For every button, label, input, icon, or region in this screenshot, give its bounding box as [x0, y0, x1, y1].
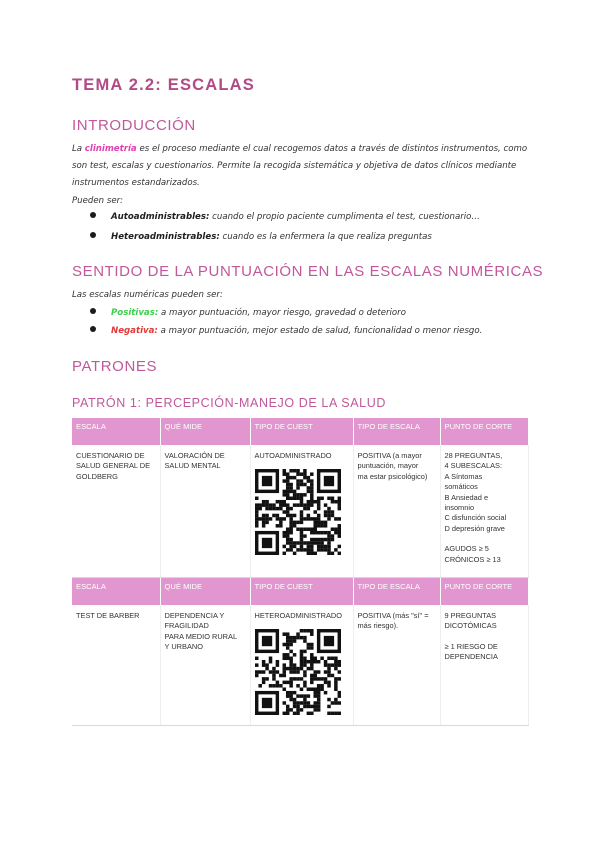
bullet-positivas — [90, 306, 406, 320]
bullet-dot-icon — [90, 326, 96, 332]
cell-line: DICOTÓMICAS — [444, 621, 497, 631]
cell-line: más riesgo). — [357, 621, 399, 631]
bullet-term: Heteroadministrables: — [111, 232, 220, 242]
cell-line: A Síntomas — [444, 471, 483, 481]
qr-code-icon — [255, 469, 341, 555]
cell-line: insomnio — [444, 503, 475, 513]
bullet-autoadministrables — [90, 210, 480, 224]
table-header-row — [72, 418, 528, 445]
page-title: TEMA 2.2: ESCALAS — [72, 76, 255, 94]
tipo-cuest-value: HETEROADMINISTRADO — [254, 611, 342, 620]
table-row — [72, 605, 528, 725]
highlight-clinimetria: clinimetría — [84, 144, 137, 154]
header-punto-corte: PUNTO DE CORTE — [440, 418, 528, 445]
cell-line: Y URBANO — [164, 642, 203, 652]
header-tipo-cuest: TIPO DE CUEST — [250, 578, 353, 605]
cell-line: C disfunción social — [444, 513, 507, 523]
cell-line: B Ansiedad e — [444, 492, 489, 502]
header-tipo-escala: TIPO DE ESCALA — [353, 578, 440, 605]
cell-punto-corte — [440, 605, 528, 725]
cell-line: DEPENDENCIA Y — [164, 611, 225, 620]
cell-line: CRÓNICOS ≥ 13 — [444, 554, 501, 564]
cell-line: puntuación, mayor — [357, 461, 419, 471]
cell-line: GOLDBERG — [76, 471, 118, 481]
bullet-term: Autoadministrables: — [111, 212, 210, 222]
header-que-mide: QUÉ MIDE — [160, 578, 250, 605]
cell-line: 4 SUBESCALAS: — [444, 461, 503, 471]
bullet-dot-icon — [90, 212, 96, 218]
cell-line: D depresión grave — [444, 523, 505, 533]
header-tipo-escala: TIPO DE ESCALA — [353, 418, 440, 445]
header-punto-corte: PUNTO DE CORTE — [440, 578, 528, 605]
table-header-row — [72, 578, 528, 605]
section-heading-sentido: SENTIDO DE LA PUNTUACIÓN EN LAS ESCALAS NUMÉRICAS — [72, 263, 544, 280]
table-barber — [72, 578, 529, 726]
highlight-negativa: Negativa: — [111, 326, 158, 336]
bullet-negativa — [90, 324, 482, 338]
bullet-dot-icon — [90, 308, 96, 314]
cell-escala — [72, 445, 160, 577]
bullet-text: cuando el propio paciente cumplimenta el test, cuestionario… — [209, 212, 480, 222]
cell-line: POSITIVA (a mayor — [357, 451, 422, 460]
cell-line: AGUDOS ≥ 5 — [444, 544, 489, 554]
cell-line: VALORACIÓN DE — [164, 451, 225, 460]
section-heading-patrones: PATRONES — [72, 358, 158, 375]
cell-line: POSITIVA (más "sí" = — [357, 611, 429, 620]
cell-tipo-escala — [353, 605, 440, 725]
sentido-paragraph: Las escalas numéricas pueden ser: — [72, 290, 223, 300]
cell-line: CUESTIONARIO DE — [76, 451, 145, 460]
cell-line: 28 PREGUNTAS, — [444, 451, 503, 460]
section-heading-introduccion: INTRODUCCIÓN — [72, 117, 196, 134]
cell-line: somáticos — [444, 482, 478, 492]
tipo-cuest-value: AUTOADMINISTRADO — [254, 451, 332, 460]
intro-text-start: La — [72, 144, 85, 154]
cell-tipo-cuest — [250, 605, 353, 725]
bullet-text: a mayor puntuación, mayor riesgo, gravedad o deterioro — [158, 308, 406, 318]
header-tipo-cuest: TIPO DE CUEST — [250, 418, 353, 445]
cell-line: ma estar psicológico) — [357, 471, 428, 481]
intro-pueden-ser: Pueden ser: — [72, 196, 124, 206]
subheading-patron-1: PATRÓN 1: PERCEPCIÓN-MANEJO DE LA SALUD — [72, 396, 386, 410]
bullet-dot-icon — [90, 232, 96, 238]
bullet-text: cuando es la enfermera la que realiza preguntas — [219, 232, 432, 242]
cell-tipo-escala — [353, 445, 440, 577]
cell-tipo-cuest — [250, 445, 353, 577]
cell-line: PARA MEDIO RURAL — [164, 631, 238, 641]
cell-escala — [72, 605, 160, 725]
cell-line: ≥ 1 RIESGO DE — [444, 641, 498, 651]
cell-line: FRAGILIDAD — [164, 621, 209, 631]
cell-que-mide — [160, 605, 250, 725]
bullet-text: a mayor puntuación, mejor estado de salud, funcionalidad o menor riesgo. — [157, 326, 483, 336]
cell-line: DEPENDENCIA — [444, 652, 498, 662]
intro-paragraph — [72, 141, 534, 192]
cell-line: TEST DE BARBER — [76, 611, 140, 620]
cell-punto-corte — [440, 445, 528, 577]
cell-line: SALUD MENTAL — [164, 461, 221, 471]
cell-line: SALUD GENERAL DE — [76, 461, 151, 471]
cell-que-mide — [160, 445, 250, 577]
qr-code-icon — [255, 629, 341, 715]
cell-line: 9 PREGUNTAS — [444, 611, 497, 620]
header-que-mide: QUÉ MIDE — [160, 418, 250, 445]
intro-text-rest: es el proceso mediante el cual recogemos datos a través de distintos instrumentos, como son test, escalas y cuestionarios. Permite la recogida sistemática y objetiva de datos clínicos mediante instrumentos estandarizados. — [72, 144, 528, 188]
highlight-positivas: Positivas: — [111, 308, 159, 318]
header-escala: ESCALA — [72, 418, 160, 445]
table-row — [72, 445, 528, 577]
bullet-heteroadministrables — [90, 230, 432, 244]
header-escala: ESCALA — [72, 578, 160, 605]
table-goldberg — [72, 418, 529, 578]
